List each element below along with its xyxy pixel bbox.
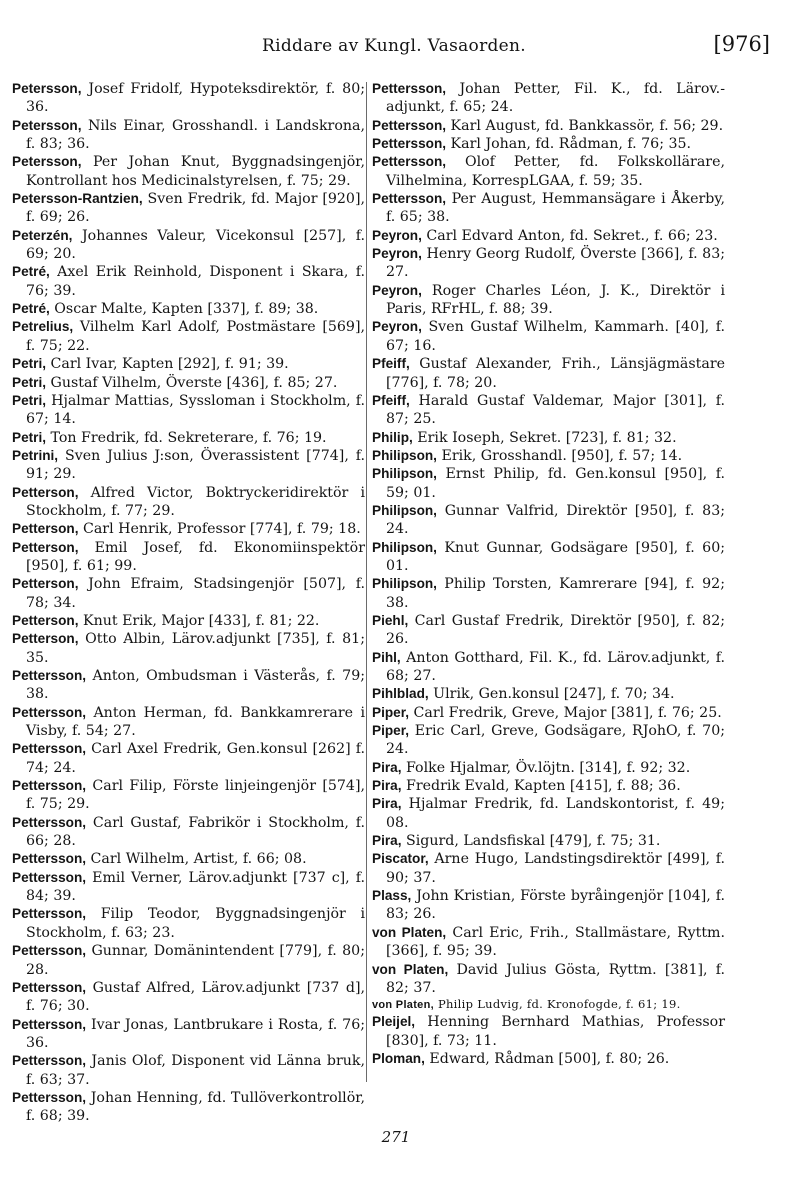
entry-details: Philip Ludvig, fd. Kronofogde, f. 61; 19.: [433, 997, 681, 1012]
page-reference: [976]: [713, 32, 770, 56]
entry-surname: Pira,: [372, 796, 402, 812]
entry-surname: Plass,: [372, 888, 412, 904]
entry-surname: Ploman,: [372, 1050, 425, 1066]
entry-surname: Piper,: [372, 723, 410, 739]
register-entry: [12, 814, 365, 851]
register-entry: [372, 795, 725, 832]
entry-details: Gunnar Valfrid, Direktör [950], f. 83; 24.: [386, 502, 725, 538]
entry-surname: von Platen,: [372, 999, 434, 1012]
entry-details: Emil Josef, fd. Ekonomiinspektör [950], f. 61; 99.: [26, 539, 365, 574]
entry-surname: Peterzén,: [12, 227, 73, 243]
left-column: [12, 80, 365, 1126]
entry-details: Vilhelm Karl Adolf, Postmästare [569], f. 75; 22.: [26, 319, 365, 354]
entry-surname: Pira,: [372, 778, 402, 794]
entry-details: Axel Erik Reinhold, Disponent i Skara, f. 76; 39.: [26, 264, 365, 299]
register-entry: [12, 979, 365, 1016]
register-entry: [372, 612, 725, 649]
entry-details: Harald Gustaf Valdemar, Major [301], f. 87; 25.: [386, 392, 725, 428]
register-entry: [372, 704, 725, 722]
entry-details: Gunnar, Domänintendent [779], f. 80; 28.: [26, 943, 365, 978]
entry-surname: Petterson,: [12, 612, 79, 628]
entry-surname: Petersson,: [12, 81, 82, 96]
register-entry: [372, 447, 725, 465]
entry-details: Erik Ioseph, Sekret. [723], f. 81; 32.: [412, 429, 677, 446]
register-entry: [372, 355, 725, 392]
entry-surname: Pira,: [372, 833, 402, 849]
entry-details: Alfred Victor, Boktryckeridirektör i Stockholm, f. 77; 29.: [26, 484, 365, 519]
entry-surname: Pettersson,: [372, 154, 447, 170]
register-entry: [12, 374, 365, 392]
register-entry: [372, 227, 725, 245]
entry-surname: Petterson,: [12, 521, 79, 537]
entry-surname: Petré,: [12, 301, 50, 317]
entry-surname: Petri,: [12, 392, 46, 408]
entry-surname: Pettersson,: [372, 136, 447, 152]
entry-surname: Petersson,: [12, 117, 82, 133]
entry-details: Carl Gustaf Fredrik, Direktör [950], f. 82; 26.: [386, 612, 725, 648]
entry-details: Josef Fridolf, Hypoteksdirektör, f. 80; 36.: [26, 81, 365, 116]
column-divider: [366, 82, 367, 1082]
entry-surname: Pettersson,: [12, 1089, 87, 1105]
register-entry: [372, 759, 725, 777]
entry-details: Fredrik Evald, Kapten [415], f. 88; 36.: [401, 778, 681, 795]
register-entry: [12, 575, 365, 612]
entry-surname: Pettersson,: [12, 851, 87, 867]
entry-surname: Peyron,: [372, 282, 422, 298]
entry-surname: Philip,: [372, 429, 413, 445]
entry-surname: Pettersson,: [12, 778, 87, 794]
entry-details: Edward, Rådman [500], f. 80; 26.: [424, 1050, 670, 1067]
entry-surname: Pira,: [372, 759, 402, 775]
register-entry: [12, 300, 365, 318]
register-entry: [12, 1089, 365, 1126]
register-entry: [12, 355, 365, 373]
register-entry: [372, 318, 725, 355]
entry-details: Gustaf Alexander, Frih., Länsjägmästare [776], f. 78; 20.: [386, 356, 725, 391]
entry-surname: Pfeiff,: [372, 392, 410, 408]
entry-details: Anton, Ombudsman i Västerås, f. 79; 38.: [26, 668, 365, 703]
entry-details: Carl Wilhelm, Artist, f. 66; 08.: [86, 851, 307, 868]
register-entry: [12, 520, 365, 538]
entry-surname: Piehl,: [372, 612, 409, 628]
entry-details: Karl August, fd. Bankkassör, f. 56; 29.: [446, 117, 724, 134]
entry-surname: Pettersson,: [372, 81, 447, 96]
entry-surname: Pettersson,: [12, 814, 87, 830]
entry-surname: Pettersson,: [12, 869, 87, 885]
register-entry: [372, 722, 725, 759]
entry-details: Per August, Hemmansägare i Åkerby, f. 65; 38.: [386, 191, 725, 226]
entry-surname: Pihl,: [372, 649, 401, 665]
entry-surname: Pettersson,: [12, 704, 87, 720]
entry-details: Otto Albin, Lärov.adjunkt [735], f. 81; 35.: [26, 631, 365, 666]
entry-surname: von Platen,: [372, 961, 449, 977]
entry-details: Knut Gunnar, Godsägare [950], f. 60; 01.: [386, 539, 725, 574]
entry-surname: Philipson,: [372, 539, 437, 555]
register-entry: [12, 612, 365, 630]
entry-surname: Petré,: [12, 264, 50, 280]
entry-surname: Philipson,: [372, 447, 437, 463]
register-entry: [372, 850, 725, 887]
register-entry: [372, 1013, 725, 1050]
entry-details: Ernst Philip, fd. Gen.konsul [950], f. 59; 01.: [386, 466, 725, 501]
register-entry: [12, 905, 365, 942]
entry-details: Sven Fredrik, fd. Major [920], f. 69; 26.: [26, 191, 365, 226]
entry-surname: Petri,: [12, 374, 46, 390]
entry-details: Anton Gotthard, Fil. K., fd. Lärov.adjunkt, f. 68; 27.: [386, 649, 725, 684]
register-entry: [372, 539, 725, 576]
entry-surname: Pfeiff,: [372, 356, 410, 372]
entry-surname: Pettersson,: [12, 943, 87, 959]
register-columns: [8, 80, 784, 1125]
register-entry: [12, 392, 365, 429]
entry-details: Johannes Valeur, Vicekonsul [257], f. 69; 20.: [26, 227, 365, 263]
entry-surname: Pettersson,: [372, 191, 447, 207]
entry-details: Roger Charles Léon, J. K., Direktör i Paris, RFrHL, f. 88; 39.: [386, 282, 725, 318]
entry-details: Eric Carl, Greve, Godsägare, RJohO, f. 70; 24.: [386, 723, 725, 758]
entry-surname: Pettersson,: [12, 1053, 87, 1069]
entry-surname: Petterson,: [12, 539, 79, 555]
register-entry: [12, 429, 365, 447]
entry-details: Hjalmar Fredrik, fd. Landskontorist, f. 49; 08.: [386, 796, 725, 831]
entry-surname: von Platen,: [372, 924, 447, 940]
entry-details: Erik, Grosshandl. [950], f. 57; 14.: [436, 447, 683, 464]
entry-details: John Efraim, Stadsingenjör [507], f. 78; 34.: [26, 576, 365, 611]
entry-surname: Philipson,: [372, 502, 437, 518]
entry-surname: Pettersson,: [12, 906, 87, 922]
page-header: [14, 32, 774, 62]
entry-details: Sigurd, Landsfiskal [479], f. 75; 31.: [401, 833, 661, 850]
running-title: Riddare av Kungl. Vasaorden.: [262, 36, 526, 56]
entry-surname: Petrelius,: [12, 319, 74, 335]
entry-details: Oscar Malte, Kapten [337], f. 89; 38.: [49, 301, 319, 318]
register-entry: [372, 117, 725, 135]
register-entry: [12, 704, 365, 741]
register-entry: [372, 887, 725, 924]
entry-details: Anton Herman, fd. Bankkamrerare i Visby, f. 54; 27.: [26, 704, 365, 740]
entry-details: Philip Torsten, Kamrerare [94], f. 92; 38.: [386, 576, 725, 611]
entry-surname: Pettersson,: [12, 741, 87, 757]
register-entry: [12, 869, 365, 906]
entry-details: Johan Henning, fd. Tullöverkontrollör, f. 68; 39.: [26, 1089, 365, 1125]
register-entry: [372, 685, 725, 703]
register-entry: [372, 282, 725, 319]
register-entry: [12, 227, 365, 264]
register-entry: [372, 1050, 725, 1068]
entry-details: Carl Gustaf, Fabrikör i Stockholm, f. 66; 28.: [26, 814, 365, 850]
register-entry: [12, 667, 365, 704]
entry-details: John Kristian, Förste byråingenjör [104], f. 83; 26.: [386, 888, 725, 923]
entry-details: Ton Fredrik, fd. Sekreterare, f. 76; 19.: [46, 429, 327, 446]
entry-details: Emil Verner, Lärov.adjunkt [737 c], f. 84; 39.: [26, 869, 365, 905]
register-entry: [12, 263, 365, 300]
entry-details: Carl Henrik, Professor [774], f. 79; 18.: [78, 521, 361, 538]
entry-details: Filip Teodor, Byggnadsingenjör i Stockholm, f. 63; 23.: [26, 906, 365, 941]
register-entry: [372, 502, 725, 539]
register-entry: [12, 1016, 365, 1053]
register-entry: [372, 135, 725, 153]
entry-details: Carl Fredrik, Greve, Major [381], f. 76; 25.: [409, 704, 722, 721]
entry-surname: Peyron,: [372, 227, 422, 243]
register-entry: [12, 942, 365, 979]
register-entry: [372, 80, 725, 117]
register-entry: [372, 924, 725, 961]
register-entry: [12, 539, 365, 576]
right-column: [372, 80, 725, 1068]
entry-details: Hjalmar Mattias, Syssloman i Stockholm, f. 67; 14.: [26, 392, 365, 428]
entry-details: Karl Johan, fd. Rådman, f. 76; 35.: [446, 136, 692, 153]
register-entry: [372, 245, 725, 282]
register-entry: [372, 575, 725, 612]
entry-details: Sven Julius J:son, Överassistent [774], f. 91; 29.: [26, 447, 365, 483]
entry-surname: Petri,: [12, 356, 46, 372]
entry-details: Gustaf Alfred, Lärov.adjunkt [737 d], f. 76; 30.: [26, 979, 365, 1015]
entry-details: Johan Petter, Fil. K., fd. Lärov.-adjunkt, f. 65; 24.: [386, 81, 725, 116]
register-entry: [12, 80, 365, 117]
entry-surname: Philipson,: [372, 466, 437, 482]
entry-surname: Pettersson,: [12, 668, 87, 683]
register-entry: [12, 190, 365, 227]
register-entry: [12, 740, 365, 777]
register-entry: [12, 850, 365, 868]
register-entry: [372, 190, 725, 227]
entry-details: Carl Filip, Förste linjeingenjör [574], f. 75; 29.: [26, 778, 365, 813]
entry-details: Ivar Jonas, Lantbrukare i Rosta, f. 76; 36.: [26, 1016, 365, 1051]
register-entry: [12, 447, 365, 484]
register-entry: [12, 777, 365, 814]
entry-surname: Peyron,: [372, 246, 422, 262]
register-entry: [12, 1052, 365, 1089]
entry-details: Henning Bernhard Mathias, Professor [830], f. 73; 11.: [386, 1014, 725, 1049]
entry-details: Arne Hugo, Landstingsdirektör [499], f. 90; 37.: [386, 851, 725, 886]
entry-surname: Petrini,: [12, 447, 59, 463]
entry-surname: Petersson-Rantzien,: [12, 191, 143, 207]
entry-details: Carl Edvard Anton, fd. Sekret., f. 66; 23.: [421, 227, 718, 244]
entry-surname: Pleijel,: [372, 1014, 416, 1030]
entry-details: Nils Einar, Grosshandl. i Landskrona, f. 83; 36.: [26, 117, 365, 153]
entry-details: David Julius Gösta, Ryttm. [381], f. 82; 37.: [386, 961, 726, 996]
entry-surname: Pihlblad,: [372, 686, 429, 702]
page-number: 271: [381, 1128, 411, 1146]
entry-surname: Pettersson,: [12, 1016, 87, 1032]
entry-details: Carl Ivar, Kapten [292], f. 91; 39.: [46, 356, 289, 373]
register-entry: [12, 153, 365, 190]
entry-surname: Petersson,: [12, 154, 82, 170]
register-entry: [372, 777, 725, 795]
entry-details: Sven Gustaf Wilhelm, Kammarh. [40], f. 67; 16.: [386, 319, 725, 354]
entry-surname: Piscator,: [372, 851, 429, 867]
register-entry: [372, 832, 725, 850]
entry-details: Olof Petter, fd. Folkskollärare, Vilhelmina, KorrespLGAA, f. 59; 35.: [386, 154, 725, 189]
register-entry: [12, 630, 365, 667]
entry-surname: Philipson,: [372, 576, 437, 592]
entry-surname: Peyron,: [372, 319, 422, 335]
entry-details: Ulrik, Gen.konsul [247], f. 70; 34.: [428, 686, 675, 703]
register-entry: [12, 484, 365, 521]
entry-details: Carl Axel Fredrik, Gen.konsul [262] f. 74; 24.: [26, 741, 365, 776]
register-entry: [372, 465, 725, 502]
entry-details: Knut Erik, Major [433], f. 81; 22.: [78, 612, 320, 629]
register-entry: [372, 997, 725, 1013]
entry-surname: Petterson,: [12, 631, 79, 647]
entry-details: Per Johan Knut, Byggnadsingenjör, Kontrollant hos Medicinalstyrelsen, f. 75; 29.: [26, 154, 365, 189]
register-entry: [372, 392, 725, 429]
entry-surname: Petterson,: [12, 576, 79, 592]
entry-details: Janis Olof, Disponent vid Länna bruk, f. 63; 37.: [26, 1053, 365, 1088]
entry-surname: Pettersson,: [12, 979, 87, 995]
register-entry: [372, 429, 725, 447]
entry-surname: Petri,: [12, 429, 46, 445]
entry-surname: Piper,: [372, 704, 410, 720]
entry-details: Folke Hjalmar, Öv.löjtn. [314], f. 92; 32.: [401, 759, 691, 776]
entry-details: Carl Eric, Frih., Stallmästare, Ryttm. [366], f. 95; 39.: [386, 924, 725, 960]
entry-surname: Petterson,: [12, 484, 79, 500]
entry-details: Henry Georg Rudolf, Överste [366], f. 83; 27.: [386, 246, 725, 281]
register-entry: [12, 117, 365, 154]
entry-surname: Pettersson,: [372, 117, 447, 133]
register-entry: [12, 318, 365, 355]
register-entry: [372, 961, 725, 998]
register-entry: [372, 649, 725, 686]
register-entry: [372, 153, 725, 190]
entry-details: Gustaf Vilhelm, Överste [436], f. 85; 27.: [46, 374, 338, 391]
